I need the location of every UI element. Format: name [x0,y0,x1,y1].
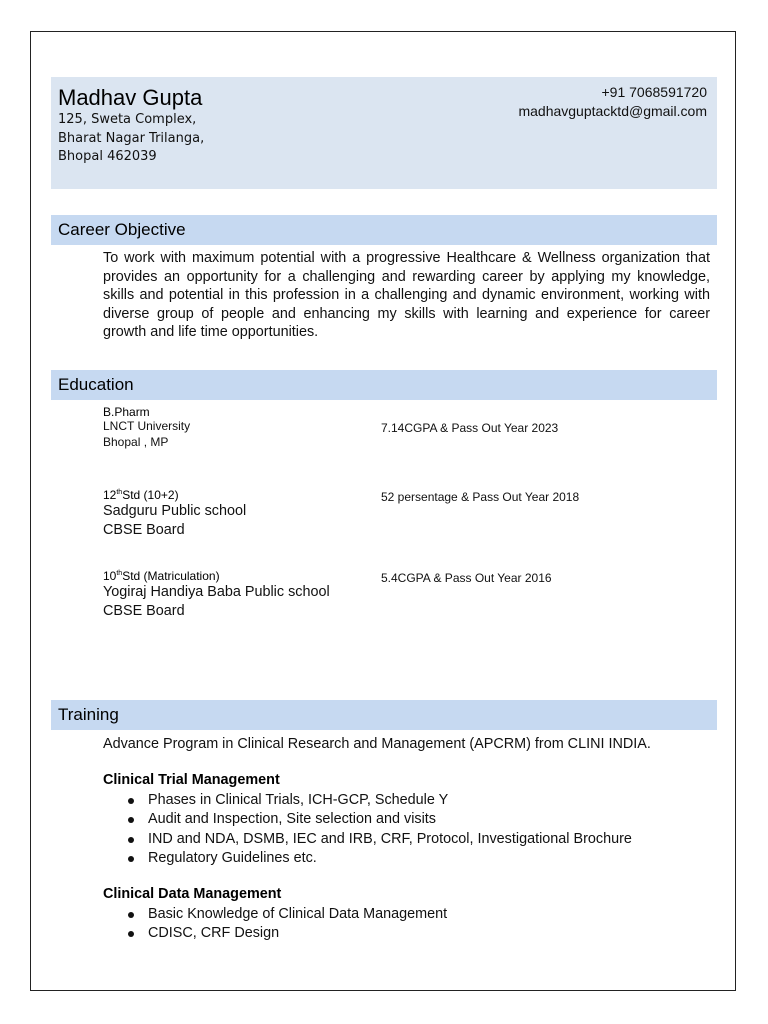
degree-title: 12thStd (10+2) [103,488,179,502]
education-score: 7.14CGPA & Pass Out Year 2023 [381,421,559,435]
list-item: Phases in Clinical Trials, ICH-GCP, Schedule Y [103,791,632,810]
contact-block [518,83,707,121]
list-item: Regulatory Guidelines etc. [103,849,632,868]
institution: Sadguru Public school [103,503,247,519]
address-block [58,111,204,167]
training-program: Advance Program in Clinical Research and Management (APCRM) from CLINI INDIA. [103,736,651,752]
address-line: Bhopal 462039 [58,149,157,164]
education-entry [103,488,710,540]
section-heading-career-objective: Career Objective [51,215,717,245]
section-heading-training: Training [51,700,717,730]
email-address: madhavguptacktd@gmail.com [518,103,707,119]
phone-number: +91 7068591720 [601,84,707,100]
education-entry [103,405,710,450]
institution: LNCT University [103,419,191,433]
education-score: 5.4CGPA & Pass Out Year 2016 [381,571,552,585]
address-line: 125, Sweta Complex, [58,112,197,127]
education-entry [103,569,710,621]
list-item: Basic Knowledge of Clinical Data Management [103,905,447,924]
candidate-name: Madhav Gupta [58,85,203,110]
degree-title: 10thStd (Matriculation) [103,569,220,583]
board: CBSE Board [103,603,185,619]
address-line: Bharat Nagar Trilanga, [58,130,205,146]
education-score: 52 persentage & Pass Out Year 2018 [381,490,580,504]
location: Bhopal , MP [103,434,169,449]
board: CBSE Board [103,522,185,538]
list-item: Audit and Inspection, Site selection and visits [103,810,632,829]
list-item: IND and NDA, DSMB, IEC and IRB, CRF, Protocol, Investigational Brochure [103,830,632,849]
degree-title: B.Pharm [103,405,150,419]
resume-page [30,31,736,991]
training-group-title: Clinical Trial Management [103,772,280,788]
training-group-title: Clinical Data Management [103,886,282,902]
training-list [103,905,447,944]
training-list [103,791,632,868]
list-item: CDISC, CRF Design [103,924,447,943]
section-heading-education: Education [51,370,717,400]
institution: Yogiraj Handiya Baba Public school [103,584,330,600]
resume-header [51,77,717,189]
career-objective-text: To work with maximum potential with a progressive Healthcare & Wellness organization that provides an opportunity for a challenging and rewarding career by applying my knowledge, skills and potential in this profession in a challenging and dynamic environment, working with diverse group of people and enhancing my skills with learning and experience for career growth and life time opportunities. [103,250,710,341]
